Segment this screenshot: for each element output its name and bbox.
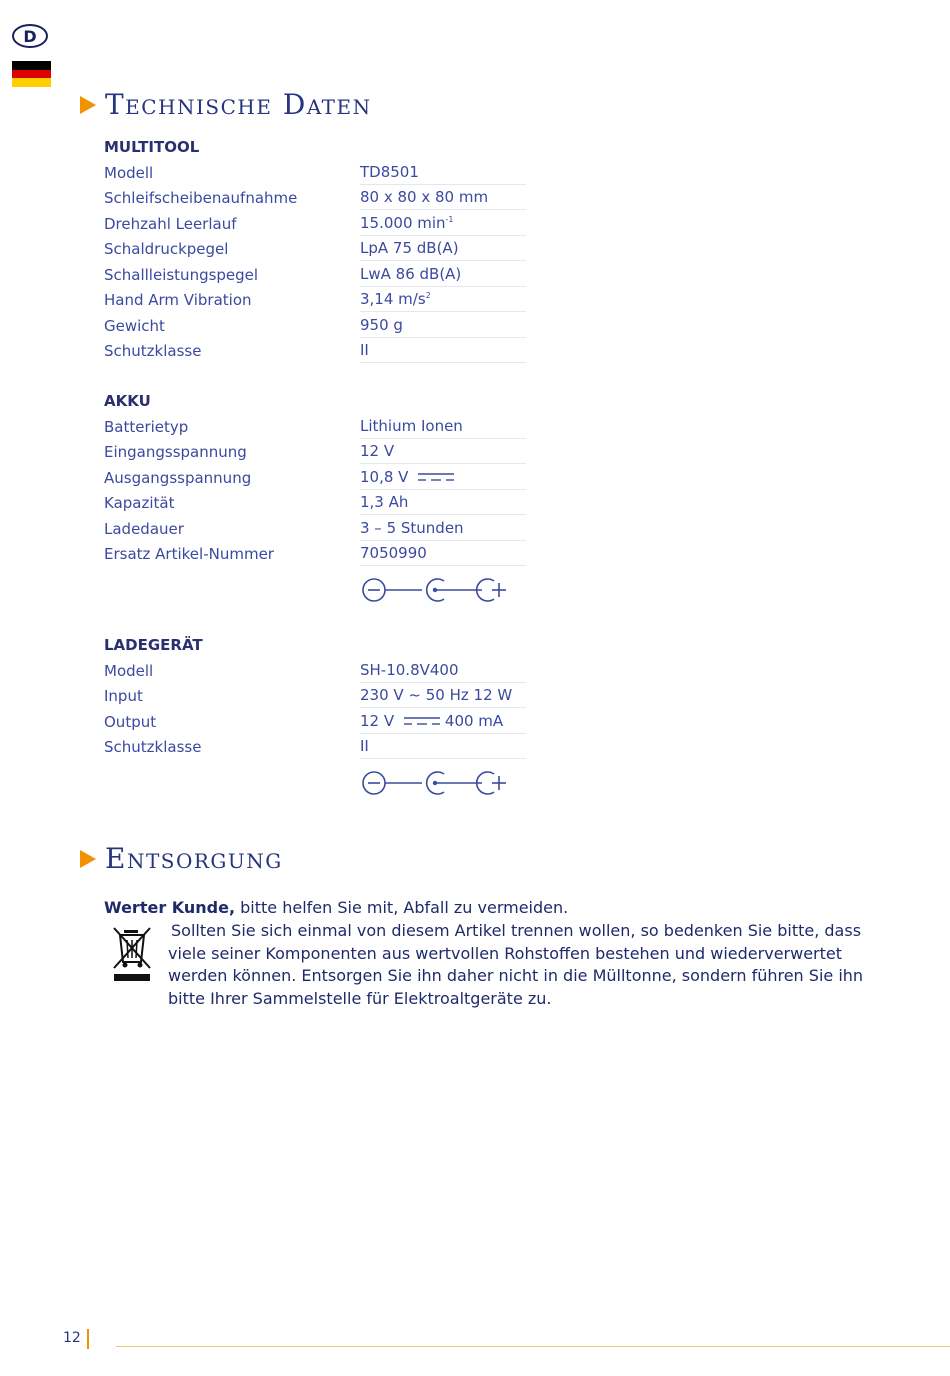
spec-value: Lithium Ionen [360,417,526,439]
spec-row [104,657,526,683]
page-number: 12 [63,1330,81,1346]
spec-value-text: 3,14 m/s [360,290,426,308]
spec-row [104,210,526,236]
spec-key: Ladedauer [104,519,184,538]
disposal-heading [80,842,283,875]
tech-data-heading [80,88,372,121]
spec-value: 950 g [360,316,526,338]
spec-key: Gewicht [104,316,165,335]
spec-row [104,287,526,313]
spec-key: Input [104,687,143,705]
spec-value: LwA 86 dB(A) [360,265,526,287]
spec-row [104,338,526,364]
orange-triangle-icon [80,96,96,114]
spec-key: Hand Arm Vibration [104,291,252,309]
spec-row [104,439,526,465]
disposal-title: Entsorgung [105,842,283,875]
spec-key: Kapazität [104,494,175,512]
spec-key: Schutzklasse [104,738,202,756]
tech-data-title: Technische Daten [105,88,372,121]
spec-key: Schallleistungspegel [104,265,259,284]
group-heading-akku: AKKU [104,392,151,410]
disposal-paragraph: Sollten Sie sich einmal von diesem Artikel trennen wollen, so bedenken Sie bitte, dass viele seiner Komponenten aus wertvollen Rohstoffen bestehen und wiederverwertet werden können. Entsorgen Sie ihn daher nicht in die Mülltonne, sondern führen Sie ihn bitte Ihrer Sammelstelle für Elektroaltgeräte zu. [168,921,864,1008]
spec-row [104,413,526,439]
spec-value: TD8501 [360,163,526,185]
spec-key: Batterietyp [104,417,189,436]
polarity-icon [360,768,510,798]
spec-row [104,515,526,541]
spec-key: Drehzahl Leerlauf [104,214,237,233]
spec-row [104,734,526,760]
spec-row [104,683,526,709]
spec-row [104,708,526,734]
spec-key: Schaldruckpegel [104,240,229,258]
spec-value-text: 10,8 V [360,467,409,486]
orange-triangle-icon [80,850,96,868]
spec-value-sup: 2 [425,291,431,300]
polarity-icon [360,575,510,605]
footer-rule [116,1346,950,1347]
spec-value: 7050990 [360,544,526,566]
spec-value-b: 400 mA [444,711,504,730]
direct-current-icon [417,471,455,483]
spec-value-sup: -1 [445,214,454,224]
disposal-lead-rest: bitte helfen Sie mit, Abfall zu vermeiden. [235,898,569,917]
spec-value [360,712,526,734]
spec-key: Eingangsspannung [104,443,247,461]
spec-value: SH-10.8V400 [360,661,526,683]
spec-value: 1,3 Ah [360,493,526,515]
footer-divider [87,1329,89,1349]
spec-row [104,490,526,516]
spec-value-a: 12 V [360,711,395,730]
spec-row [104,236,526,262]
spec-value: II [360,737,526,759]
spec-value [360,468,526,490]
spec-value: LpA 75 dB(A) [360,239,526,261]
spec-key: Modell [104,163,154,182]
spec-value [360,214,526,236]
polarity-symbol-row [104,759,526,807]
spec-key: Ausgangsspannung [104,468,252,487]
spec-row [104,312,526,338]
disposal-intro [104,898,568,917]
spec-table [104,136,526,807]
language-code: D [23,26,37,46]
spec-value: 3 – 5 Stunden [360,519,526,541]
spec-key: Schutzklasse [104,342,202,360]
spec-value: 230 V ~ 50 Hz 12 W [360,686,526,708]
spec-row [104,185,526,211]
spec-value-text: 15.000 min [360,213,446,232]
spec-key: Ersatz Artikel-Nummer [104,545,274,563]
spec-value: II [360,341,526,363]
language-badge [12,24,48,48]
spec-row [104,261,526,287]
group-heading-ladegeraet: LADEGERÄT [104,636,203,654]
spec-value: 80 x 80 x 80 mm [360,188,526,210]
spec-row [104,541,526,567]
spec-row [104,464,526,490]
spec-row [104,159,526,185]
spec-value [360,290,526,312]
spec-key: Schleifscheibenaufnahme [104,189,298,207]
german-flag-icon [12,61,51,87]
spec-key: Output [104,712,157,731]
crossed-out-wheelie-bin-icon [112,926,152,982]
spec-key: Modell [104,661,154,680]
polarity-symbol-row [104,566,526,614]
spec-value: 12 V [360,442,526,464]
group-heading-multitool: MULTITOOL [104,138,200,156]
direct-current-icon [403,715,441,727]
disposal-lead-bold: Werter Kunde, [104,898,236,917]
